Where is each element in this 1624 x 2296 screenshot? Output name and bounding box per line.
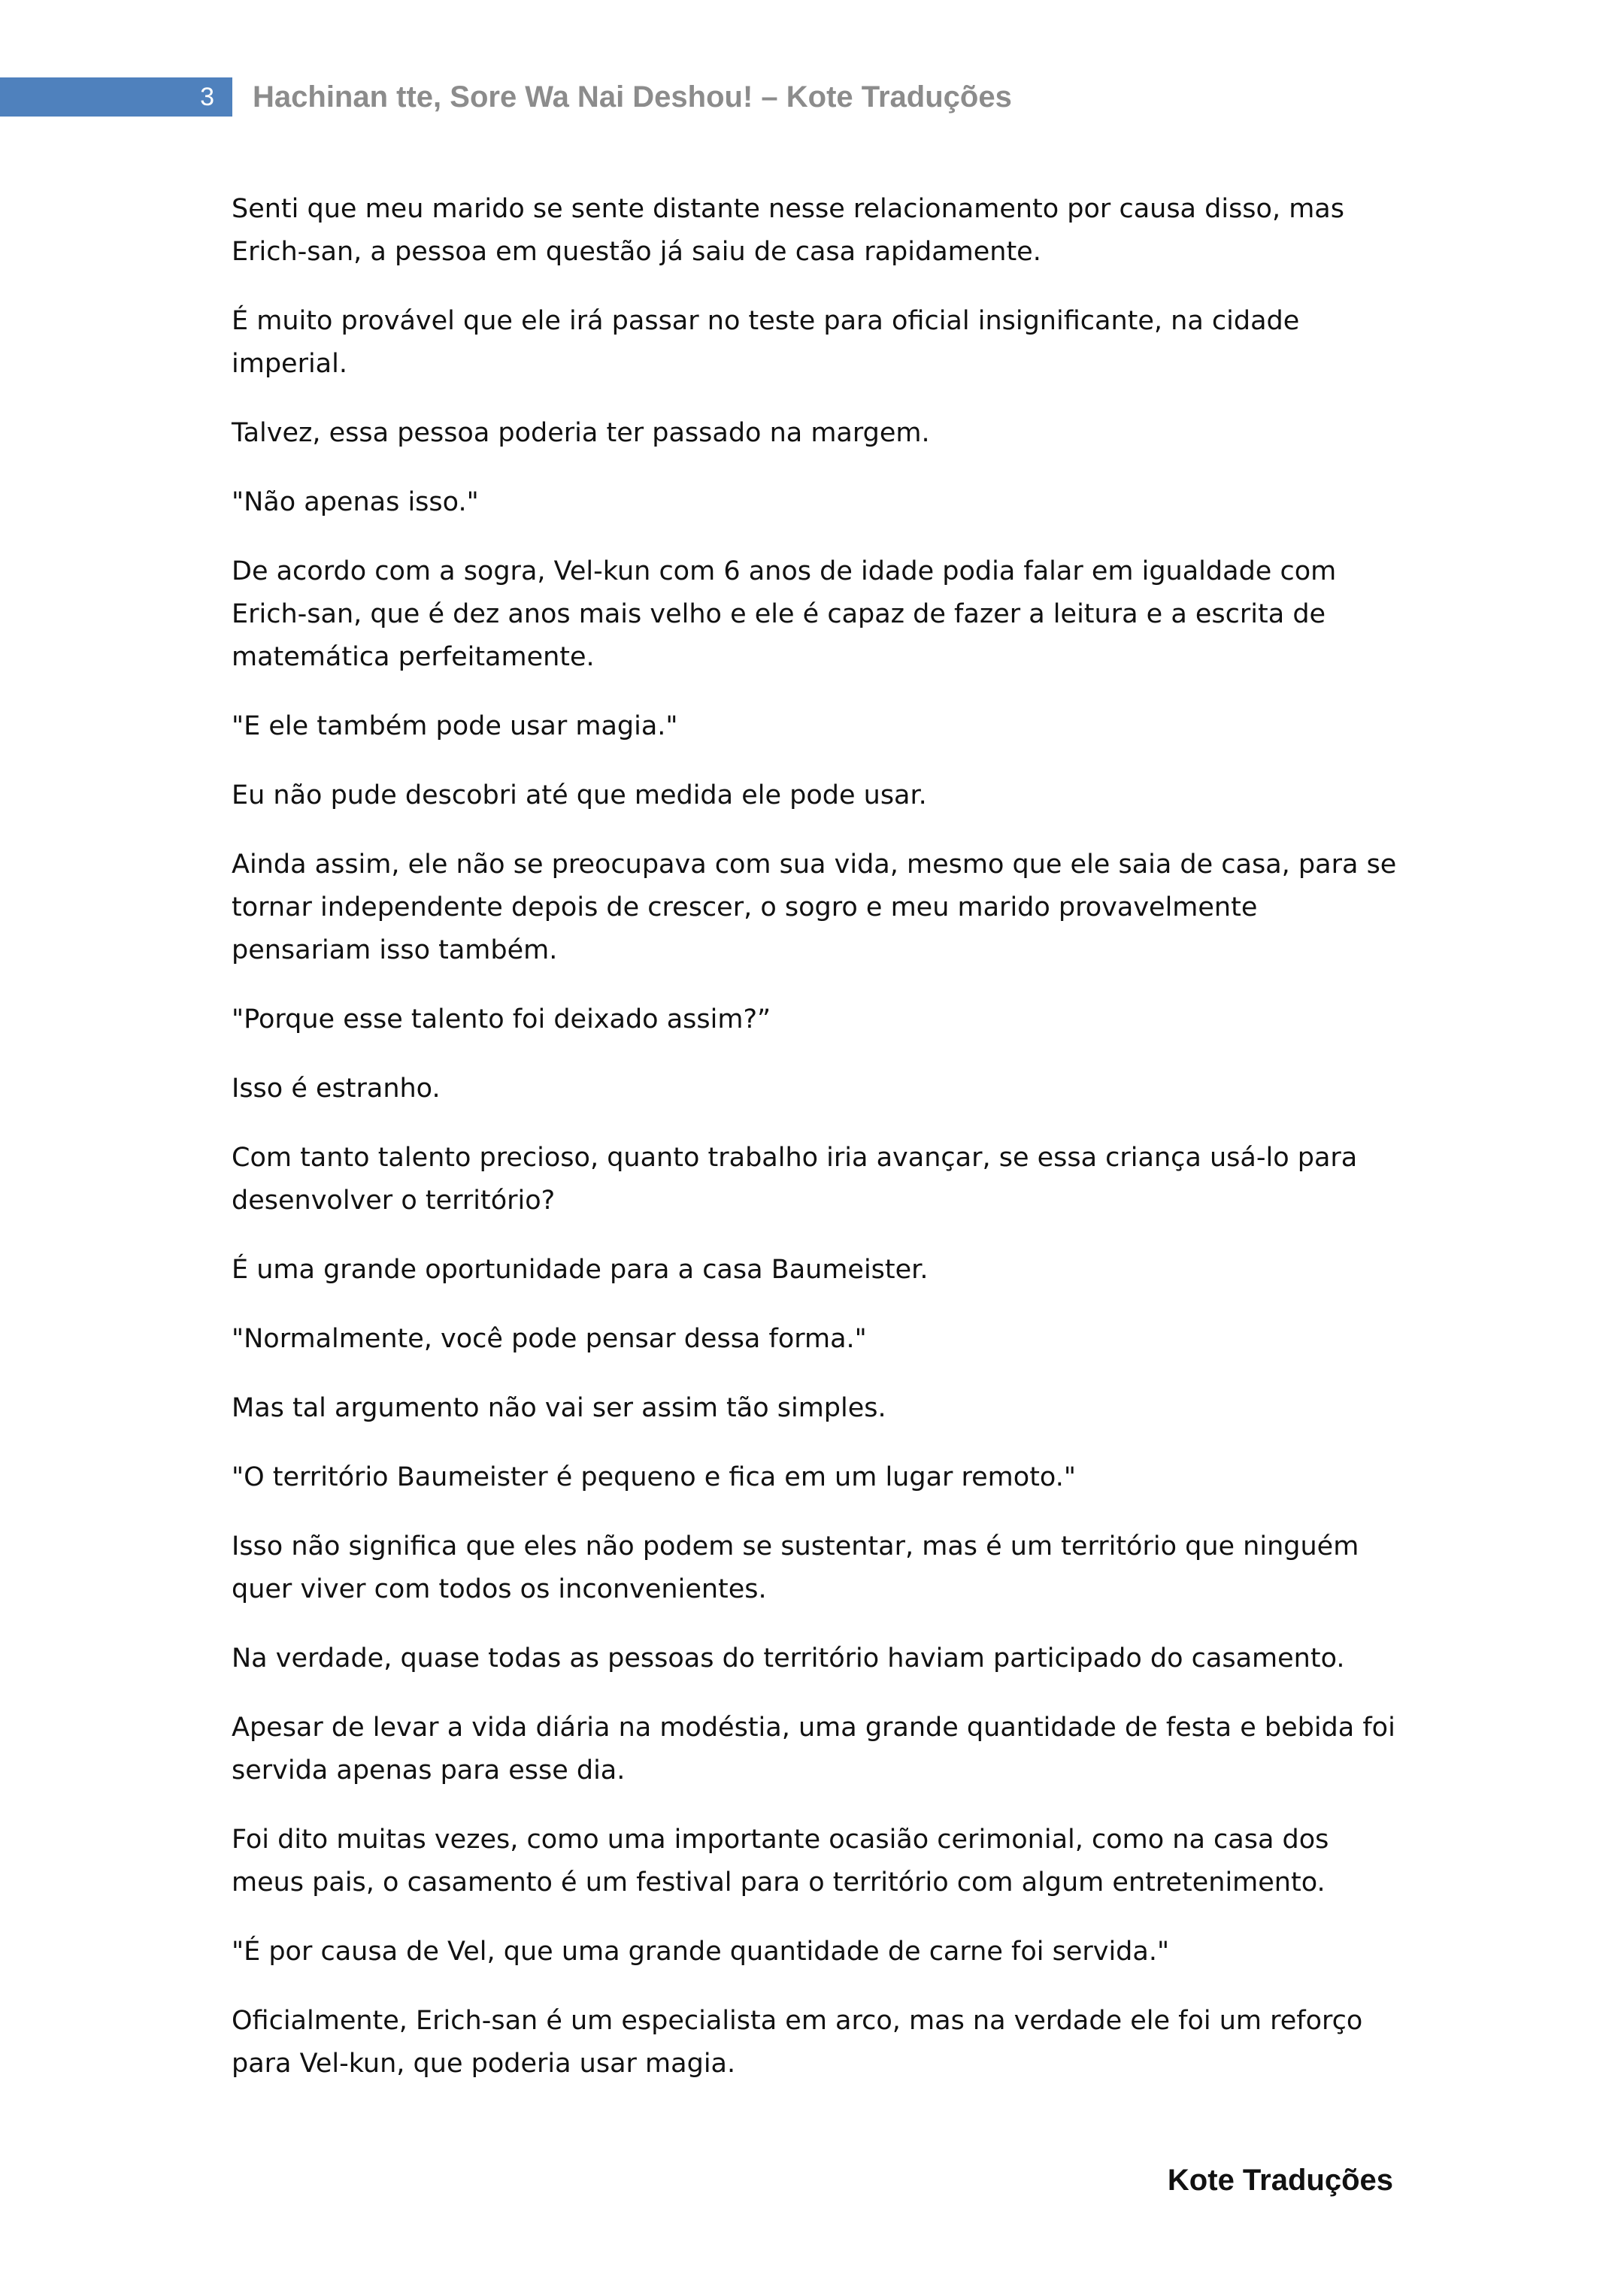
- running-header-title: Hachinan tte, Sore Wa Nai Deshou! – Kote Traduções: [253, 80, 1012, 114]
- paragraph: "Não apenas isso.": [232, 487, 479, 517]
- footer-brand: Kote Traduções: [1167, 2164, 1393, 2197]
- document-body: [232, 188, 1401, 2112]
- paragraph: Apesar de levar a vida diária na modéstia, uma grande quantidade de festa e bebida foi servida apenas para esse dia.: [232, 1713, 1395, 1786]
- paragraph: "É por causa de Vel, que uma grande quantidade de carne foi servida.": [232, 1937, 1170, 1967]
- paragraph: Ainda assim, ele não se preocupava com sua vida, mesmo que ele saia de casa, para se tornar independente depois de crescer, o sogro e meu marido provavelmente pensariam isso também.: [232, 850, 1397, 965]
- paragraph: De acordo com a sogra, Vel-kun com 6 anos de idade podia falar em igualdade com Erich-san, que é dez anos mais velho e ele é capaz de fazer a leitura e a escrita de matemática perfeitamente.: [232, 556, 1337, 672]
- paragraph: É muito provável que ele irá passar no teste para oficial insignificante, na cidade imperial.: [232, 306, 1300, 379]
- paragraph: Isso não significa que eles não podem se sustentar, mas é um território que ninguém quer viver com todos os inconvenientes.: [232, 1531, 1359, 1604]
- paragraph: "O território Baumeister é pequeno e fica em um lugar remoto.": [232, 1462, 1076, 1492]
- paragraph: Senti que meu marido se sente distante nesse relacionamento por causa disso, mas Erich-san, a pessoa em questão já saiu de casa rapidamente.: [232, 194, 1344, 267]
- paragraph: Na verdade, quase todas as pessoas do território haviam participado do casamento.: [232, 1643, 1345, 1674]
- paragraph: Eu não pude descobri até que medida ele pode usar.: [232, 780, 927, 810]
- paragraph: "Normalmente, você pode pensar dessa forma.": [232, 1324, 867, 1354]
- page-number: 3: [200, 83, 214, 111]
- paragraph: Isso é estranho.: [232, 1074, 441, 1104]
- paragraph: Talvez, essa pessoa poderia ter passado na margem.: [232, 418, 930, 448]
- paragraph: "E ele também pode usar magia.": [232, 711, 678, 741]
- paragraph: Mas tal argumento não vai ser assim tão simples.: [232, 1393, 886, 1423]
- paragraph: "Porque esse talento foi deixado assim?”: [232, 1004, 771, 1034]
- paragraph: Foi dito muitas vezes, como uma importante ocasião cerimonial, como na casa dos meus pais, o casamento é um festival para o território com algum entretenimento.: [232, 1825, 1329, 1898]
- paragraph: Oficialmente, Erich-san é um especialista em arco, mas na verdade ele foi um reforço para Vel-kun, que poderia usar magia.: [232, 2006, 1363, 2079]
- paragraph: É uma grande oportunidade para a casa Baumeister.: [232, 1255, 929, 1285]
- paragraph: Com tanto talento precioso, quanto trabalho iria avançar, se essa criança usá-lo para desenvolver o território?: [232, 1143, 1358, 1216]
